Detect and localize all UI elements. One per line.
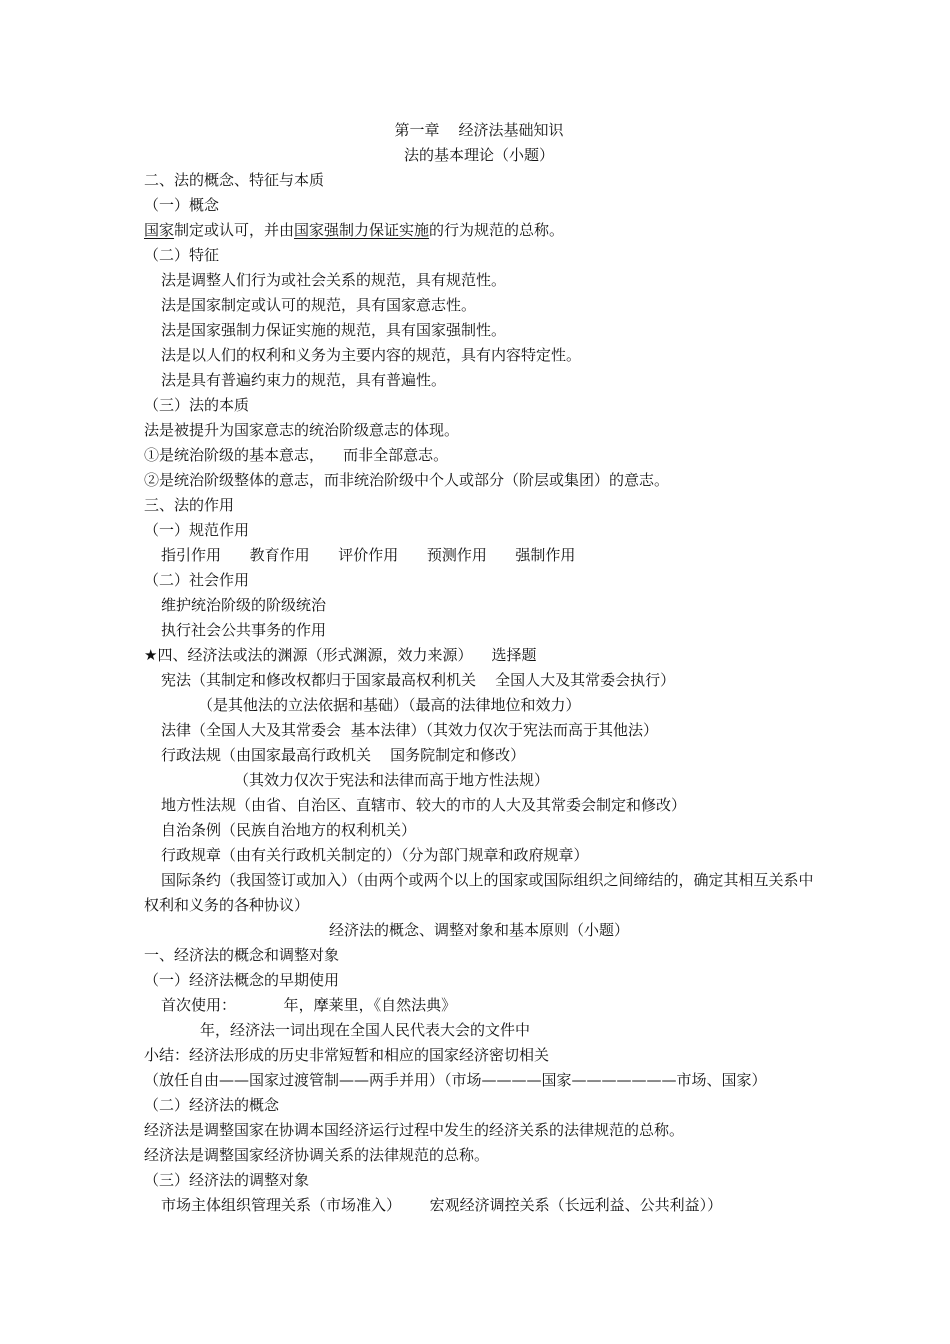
heading-4 <box>144 643 814 668</box>
feature-item: 法是调整人们行为或社会关系的规范，具有规范性。 <box>161 271 507 289</box>
subheading-social: （二）社会作用 <box>144 571 250 589</box>
subheading-concept: （一）概念 <box>144 196 220 214</box>
underlined-term: 国家强制力保证实施 <box>294 221 430 239</box>
norm-functions: 指引作用 教育作用 评价作用 预测作用 强制作用 <box>161 546 576 564</box>
subheading-econ-concept: （二）经济法的概念 <box>144 1096 280 1114</box>
econ-object-item: 市场主体组织管理关系（市场准入） 宏观经济调控关系（长远利益、公共利益）） <box>161 1196 723 1214</box>
feature-item: 法是以人们的权利和义务为主要内容的规范，具有内容特定性。 <box>161 346 582 364</box>
source-item: 国际条约（我国签订或加入）（由两个或两个以上的国家或国际组织之间缔结的，确定其相互关系中权利和义务的各种协议） <box>144 871 814 914</box>
section-title: 法的基本理论（小题） <box>403 146 554 164</box>
essence-item: ①是统治阶级的基本意志， 而非全部意志。 <box>144 446 449 464</box>
underlined-term: 国家 <box>144 221 175 239</box>
heading-1: 一、经济法的概念和调整对象 <box>144 946 340 964</box>
source-item: 行政规章（由有关行政机关制定的）（分为部门规章和政府规章） <box>161 846 589 864</box>
econ-definition: 经济法是调整国家在协调本国经济运行过程中发生的经济关系的法律规范的总称。 <box>144 1121 685 1139</box>
source-item: 法律（全国人大及其常委会 基本法律）（其效力仅次于宪法而高于其他法） <box>161 721 659 739</box>
source-item: 宪法（其制定和修改权都归于国家最高权利机关 全国人大及其常委会执行） <box>161 671 676 689</box>
definition-line <box>144 218 814 243</box>
social-item: 维护统治阶级的阶级统治 <box>161 596 327 614</box>
source-item: 自治条例（民族自治地方的权利机关） <box>161 821 417 839</box>
document-body <box>144 118 814 1218</box>
subheading-early-use: （一）经济法概念的早期使用 <box>144 971 340 989</box>
heading-3: 三、法的作用 <box>144 496 235 514</box>
subheading-features: （二）特征 <box>144 246 220 264</box>
feature-item: 法是具有普遍约束力的规范，具有普遍性。 <box>161 371 447 389</box>
essence-text: 法是被提升为国家意志的统治阶级意志的体现。 <box>144 421 460 439</box>
heading-2: 二、法的概念、特征与本质 <box>144 171 325 189</box>
early-use-item: 年，经济法一词出现在全国人民代表大会的文件中 <box>200 1021 531 1039</box>
econ-definition: 经济法是调整国家经济协调关系的法律规范的总称。 <box>144 1146 490 1164</box>
section-title: 经济法的概念、调整对象和基本原则（小题） <box>328 921 629 939</box>
feature-item: 法是国家制定或认可的规范，具有国家意志性。 <box>161 296 477 314</box>
source-item: 地方性法规（由省、自治区、直辖市、较大的市的人大及其常委会制定和修改） <box>161 796 687 814</box>
definition-text: 的行为规范的总称。 <box>429 221 565 239</box>
source-item-cont: （是其他法的立法依据和基础）（最高的法律地位和效力） <box>198 696 581 714</box>
essence-item: ②是统治阶级整体的意志，而非统治阶级中个人或部分（阶层或集团）的意志。 <box>144 471 670 489</box>
heading-4-text: 四、经济法或法的渊源（形式渊源，效力来源） 选择题 <box>157 646 537 664</box>
subheading-norm: （一）规范作用 <box>144 521 250 539</box>
feature-item: 法是国家强制力保证实施的规范，具有国家强制性。 <box>161 321 507 339</box>
summary-text: 小结：经济法形成的历史非常短暂和相应的国家经济密切相关 <box>144 1046 550 1064</box>
definition-text: 制定或认可，并由 <box>174 221 295 239</box>
early-use-item: 首次使用： 年，摩莱里，《自然法典》 <box>161 996 457 1014</box>
chapter-title: 第一章 经济法基础知识 <box>394 121 564 139</box>
star-icon: ★ <box>144 646 158 664</box>
source-item-cont: （其效力仅次于宪法和法律而高于地方性法规） <box>234 771 550 789</box>
source-item: 行政法规（由国家最高行政机关 国务院制定和修改） <box>161 746 526 764</box>
subheading-essence: （三）法的本质 <box>144 396 250 414</box>
social-item: 执行社会公共事务的作用 <box>161 621 327 639</box>
subheading-econ-object: （三）经济法的调整对象 <box>144 1171 310 1189</box>
summary-flow: （放任自由——国家过渡管制——两手并用）（市场————国家———————市场、国家） <box>144 1071 767 1089</box>
